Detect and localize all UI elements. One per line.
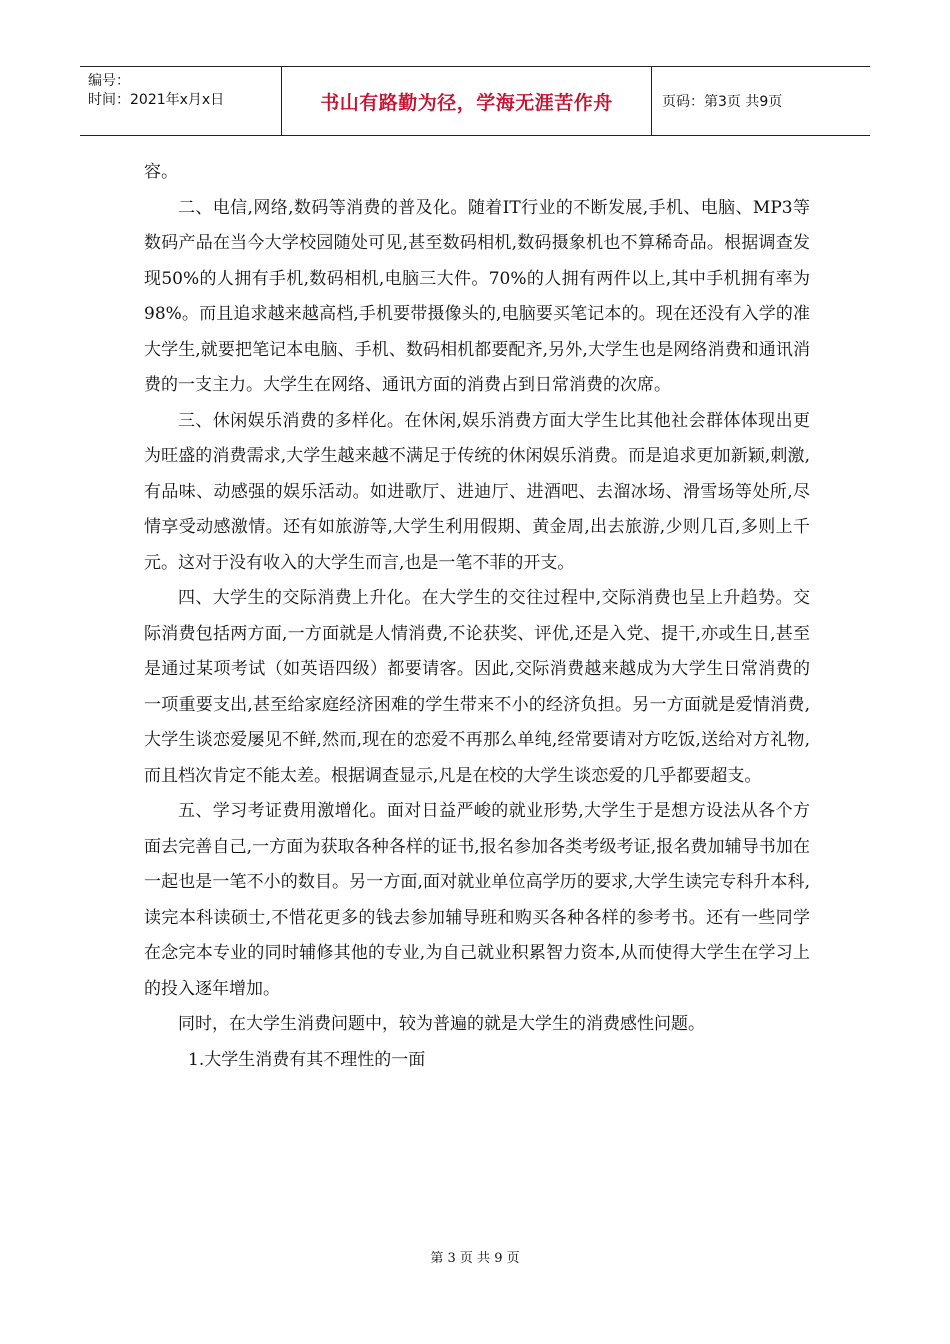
paragraph-leisure-entertainment: 三、休闲娱乐消费的多样化。在休闲,娱乐消费方面大学生比其他社会群体体现出更为旺盛的消费需求,大学生越来越不满足于传统的休闲娱乐消费。而是追求更加新颖,刺激,有品味、动感强的娱乐活动。如进歌厅、进迪厅、进酒吧、去溜冰场、滑雪场等处所,尽情享受动感激情。还有如旅游等,大学生利用假期、黄金周,出去旅游,少则几百,多则上千元。这对于没有收入的大学生而言,也是一笔不菲的开支。 — [144, 410, 810, 573]
page-footer: 第 3 页 共 9 页 — [430, 1251, 520, 1266]
page-header — [80, 66, 870, 136]
paragraph-study-certificates: 五、学习考证费用激增化。面对日益严峻的就业形势,大学生于是想方设法从各个方面去完善自己,一方面为获取各种各样的证书,报名参加各类考级考证,报名费加辅导书加在一起也是一笔不小的数目。另一方面,面对就业单位高学历的要求,大学生读完专科升本科,读完本科读硕士,不惜花更多的钱去参加辅导班和购买各种各样的参考书。还有一些同学在念完本专业的同时辅修其他的专业,为自己就业积累智力资本,从而使得大学生在学习上的投入逐年增加。 — [144, 801, 810, 999]
paragraph-summary: 同时，在大学生消费问题中，较为普遍的就是大学生的消费感性问题。 — [178, 1014, 705, 1034]
time-label: 时间：2021年x月x日 — [88, 92, 225, 108]
paragraph-social-spending: 四、大学生的交际消费上升化。在大学生的交往过程中,交际消费也呈上升趋势。交际消费包括两方面,一方面就是人情消费,不论获奖、评优,还是入党、提干,亦或生日,甚至是通过某项考试（如英语四级）都要请客。因此,交际消费越来越成为大学生日常消费的一项重要支出,甚至给家庭经济困难的学生带来不小的经济负担。另一方面就是爱情消费,大学生谈恋爱屡见不鲜,然而,现在的恋爱不再那么单纯,经常要请对方吃饭,送给对方礼物,而且档次肯定不能太差。根据调查显示,凡是在校的大学生谈恋爱的几乎都要超支。 — [144, 588, 810, 786]
code-label: 编号： — [88, 73, 130, 89]
paragraph-telecom-digital: 二、电信,网络,数码等消费的普及化。随着IT行业的不断发展,手机、电脑、MP3等数码产品在当今大学校园随处可见,甚至数码相机,数码摄象机也不算稀奇品。根据调查发现50%的人拥有手机,数码相机,电脑三大件。70%的人拥有两件以上,其中手机拥有率为98%。而且追求越来越高档,手机要带摄像头的,电脑要买笔记本的。现在还没有入学的准大学生,就要把笔记本电脑、手机、数码相机都要配齐,另外,大学生也是网络消费和通讯消费的一支主力。大学生在网络、通讯方面的消费占到日常消费的次席。 — [144, 197, 810, 395]
paragraph-continuation: 容。 — [144, 162, 178, 182]
header-meta — [80, 67, 282, 135]
header-motto: 书山有路勤为径，学海无涯苦作舟 — [282, 67, 652, 135]
header-page-number: 页码：第3页 共9页 — [662, 94, 783, 110]
subheading-irrational-consumption: 1.大学生消费有其不理性的一面 — [188, 1049, 426, 1070]
document-body — [144, 155, 810, 1078]
